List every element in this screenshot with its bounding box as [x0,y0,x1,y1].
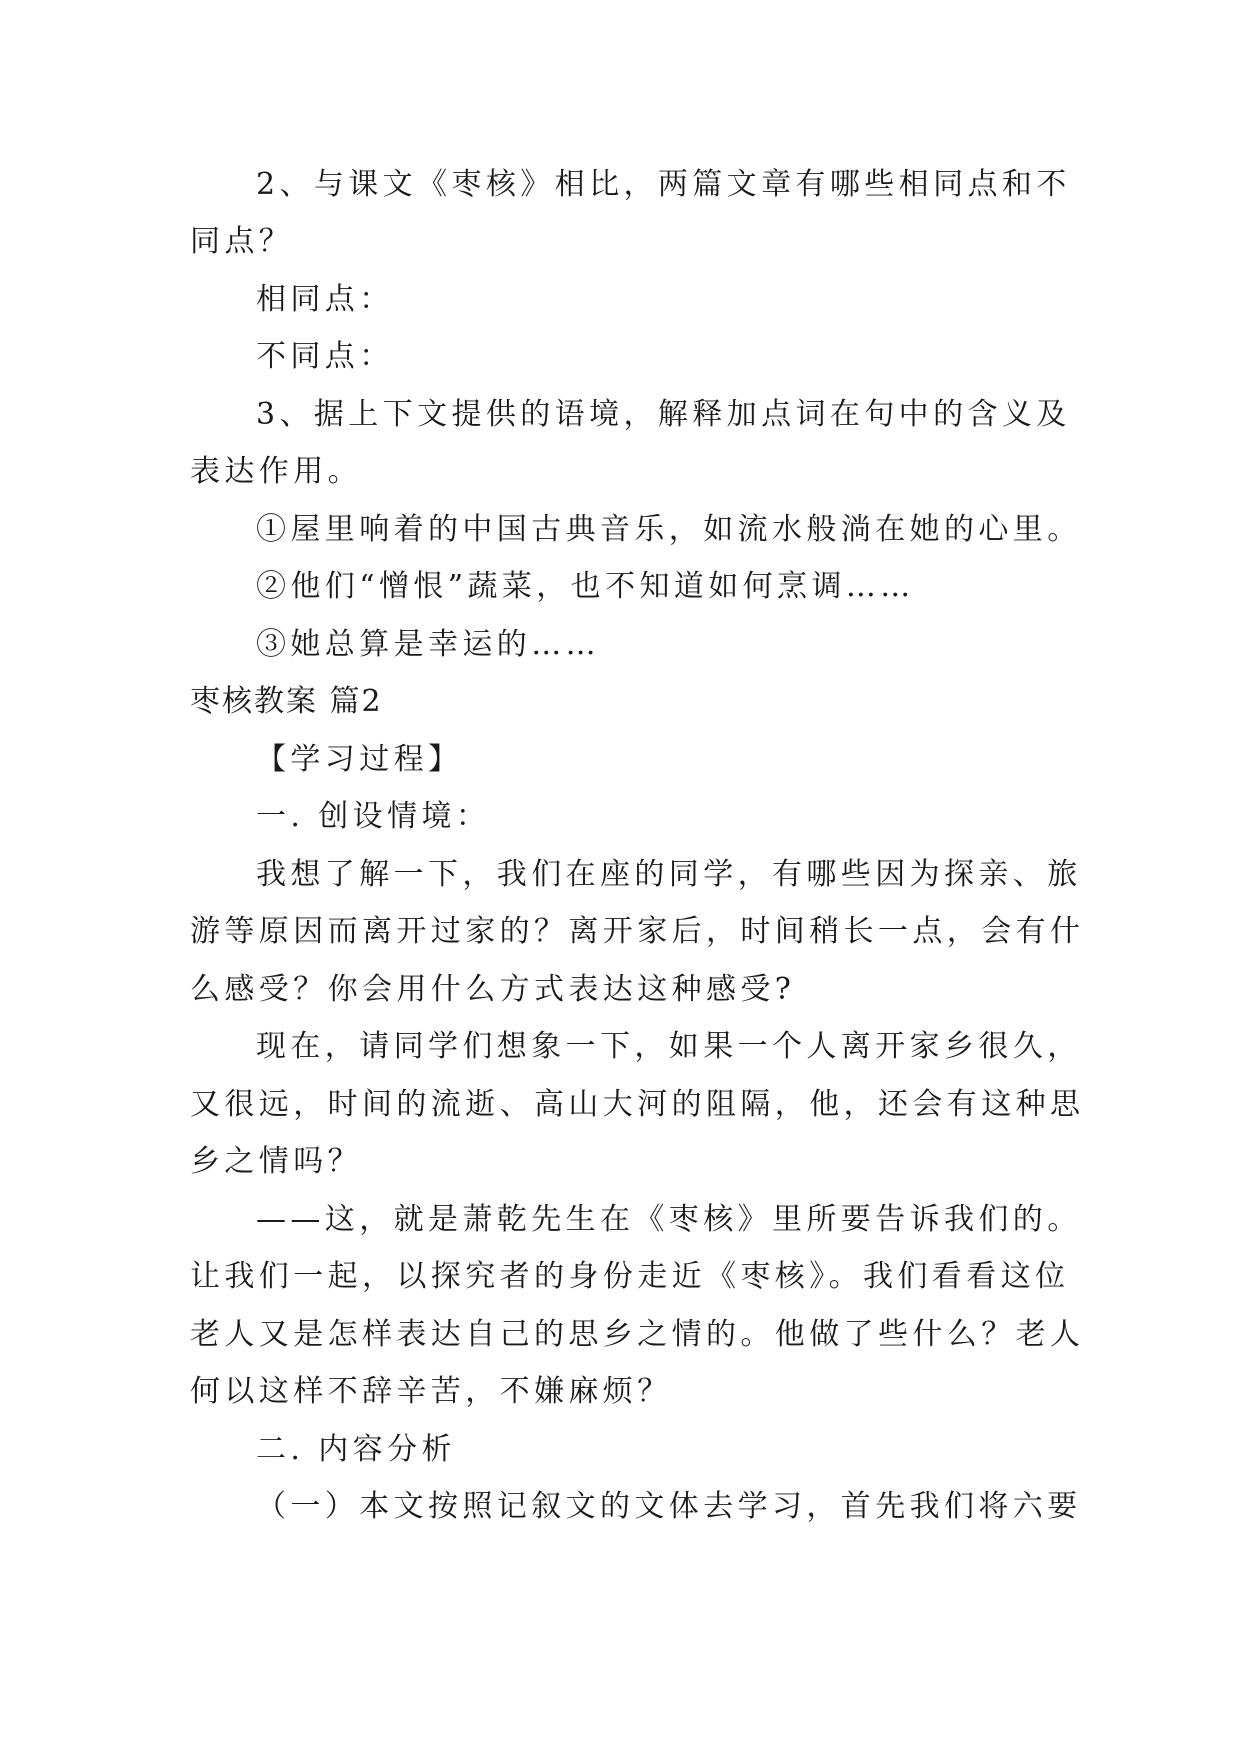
paragraph-2-line-3: 乡之情吗？ [190,1144,362,1179]
paragraph-2-line-2: 又很远，时间的流逝、高山大河的阻隔，他，还会有这种思 [190,1087,1085,1122]
paragraph-2-line-1: 现在，请同学们想象一下，如果一个人离开家乡很久， [256,1029,1082,1064]
paragraph-3-line-1: ——这，就是萧乾先生在《枣核》里所要告诉我们的。 [256,1202,1082,1237]
sentence-item-1: ①屋里响着的中国古典音乐，如流水般淌在她的心里。 [256,512,1082,547]
sentence-item-2: ②他们“憎恨”蔬菜，也不知道如何烹调…… [256,569,915,604]
question-3-line-1: 3、据上下文提供的语境，解释加点词在句中的含义及 [256,397,1071,432]
paragraph-1-line-1: 我想了解一下，我们在座的同学，有哪些因为探亲、旅 [256,857,1082,892]
question-2-line-2: 同点？ [190,224,294,259]
question-3-line-2: 表达作用。 [190,454,362,489]
question-2-line-1: 2、与课文《枣核》相比，两篇文章有哪些相同点和不 [256,167,1071,202]
learning-process-heading: 【学习过程】 [256,742,463,777]
differences-label: 不同点： [256,339,394,374]
section-heading: 枣核教案 篇2 [190,684,383,719]
paragraph-4-line-1: （一）本文按照记叙文的文体去学习，首先我们将六要 [256,1489,1082,1524]
paragraph-1-line-3: 么感受？你会用什么方式表达这种感受? [190,972,796,1007]
subheading-2: 二. 内容分析 [256,1432,456,1467]
paragraph-3-line-4: 何以这样不辞辛苦，不嫌麻烦？ [190,1374,672,1409]
similarities-label: 相同点： [256,282,394,317]
paragraph-3-line-3: 老人又是怎样表达自己的思乡之情的。他做了些什么？老人 [190,1317,1085,1352]
paragraph-1-line-2: 游等原因而离开过家的？离开家后，时间稍长一点，会有什 [190,914,1085,949]
subheading-1: 一. 创设情境： [256,799,491,834]
sentence-item-3: ③她总算是幸运的…… [256,627,600,662]
paragraph-3-line-2: 让我们一起，以探究者的身份走近《枣核》。我们看看这位 [190,1259,1070,1294]
